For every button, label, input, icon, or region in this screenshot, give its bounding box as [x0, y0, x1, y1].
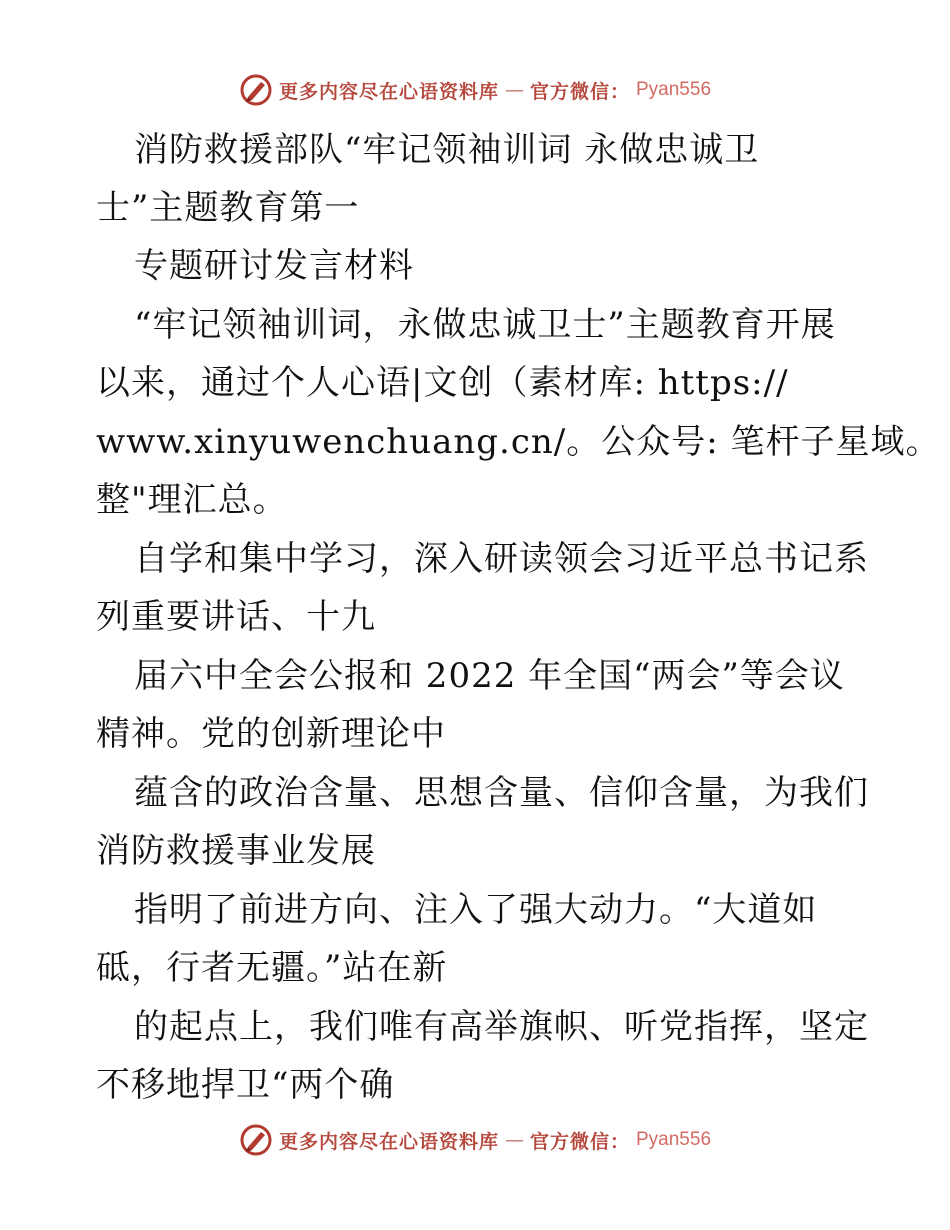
- title-line-1: 消防救援部队“牢记领袖训词 永做忠诚卫: [134, 130, 760, 170]
- subtitle-line: 专题研讨发言材料: [134, 246, 414, 286]
- paragraph-line: 届六中全会公报和 2022 年全国“两会”等会议: [134, 656, 845, 696]
- watermark-dash: —: [504, 79, 524, 101]
- paragraph-line: 精神。党的创新理论中: [96, 714, 446, 754]
- watermark-dash: —: [504, 1129, 524, 1151]
- paragraph-line: 蕴含的政治含量、思想含量、信仰含量，为我们: [134, 773, 869, 813]
- paragraph-line: 自学和集中学习，深入研读领会习近平总书记系: [134, 539, 869, 579]
- paragraph-line: 列重要讲话、十九: [96, 597, 376, 637]
- paragraph-line: www.xinyuwenchuang.cn/。公众号: 笔杆子星域。: [96, 422, 941, 462]
- paragraph-line: 以来，通过个人心语|文创（素材库: https://: [96, 363, 789, 403]
- watermark-account: Pyan556: [636, 1129, 712, 1150]
- watermark-official-label: 官方微信：: [529, 1130, 630, 1153]
- paragraph-line: “牢记领袖训词，永做忠诚卫士”主题教育开展: [134, 305, 836, 345]
- watermark-official-label: 官方微信：: [529, 80, 630, 103]
- paragraph-line: 的起点上，我们唯有高举旗帜、听党指挥，坚定: [134, 1007, 869, 1047]
- paragraph-line: 指明了前进方向、注入了强大动力。“大道如: [134, 890, 818, 930]
- paragraph-line: 砥，行者无疆。”站在新: [96, 948, 448, 988]
- paragraph-line: 不移地捍卫“两个确: [96, 1065, 395, 1105]
- watermark-main-text: 更多内容尽在心语资料库: [278, 80, 499, 103]
- footer-watermark: [0, 1120, 950, 1160]
- paragraph-line: 整"理汇总。: [96, 480, 288, 520]
- pen-logo-icon: [239, 73, 273, 107]
- paragraph-line: 消防救援事业发展: [96, 831, 376, 871]
- header-watermark: [0, 70, 950, 110]
- title-line-2: 士”主题教育第一: [96, 188, 360, 228]
- watermark-main-text: 更多内容尽在心语资料库: [278, 1130, 499, 1153]
- pen-logo-icon: [239, 1123, 273, 1157]
- watermark-account: Pyan556: [636, 79, 712, 100]
